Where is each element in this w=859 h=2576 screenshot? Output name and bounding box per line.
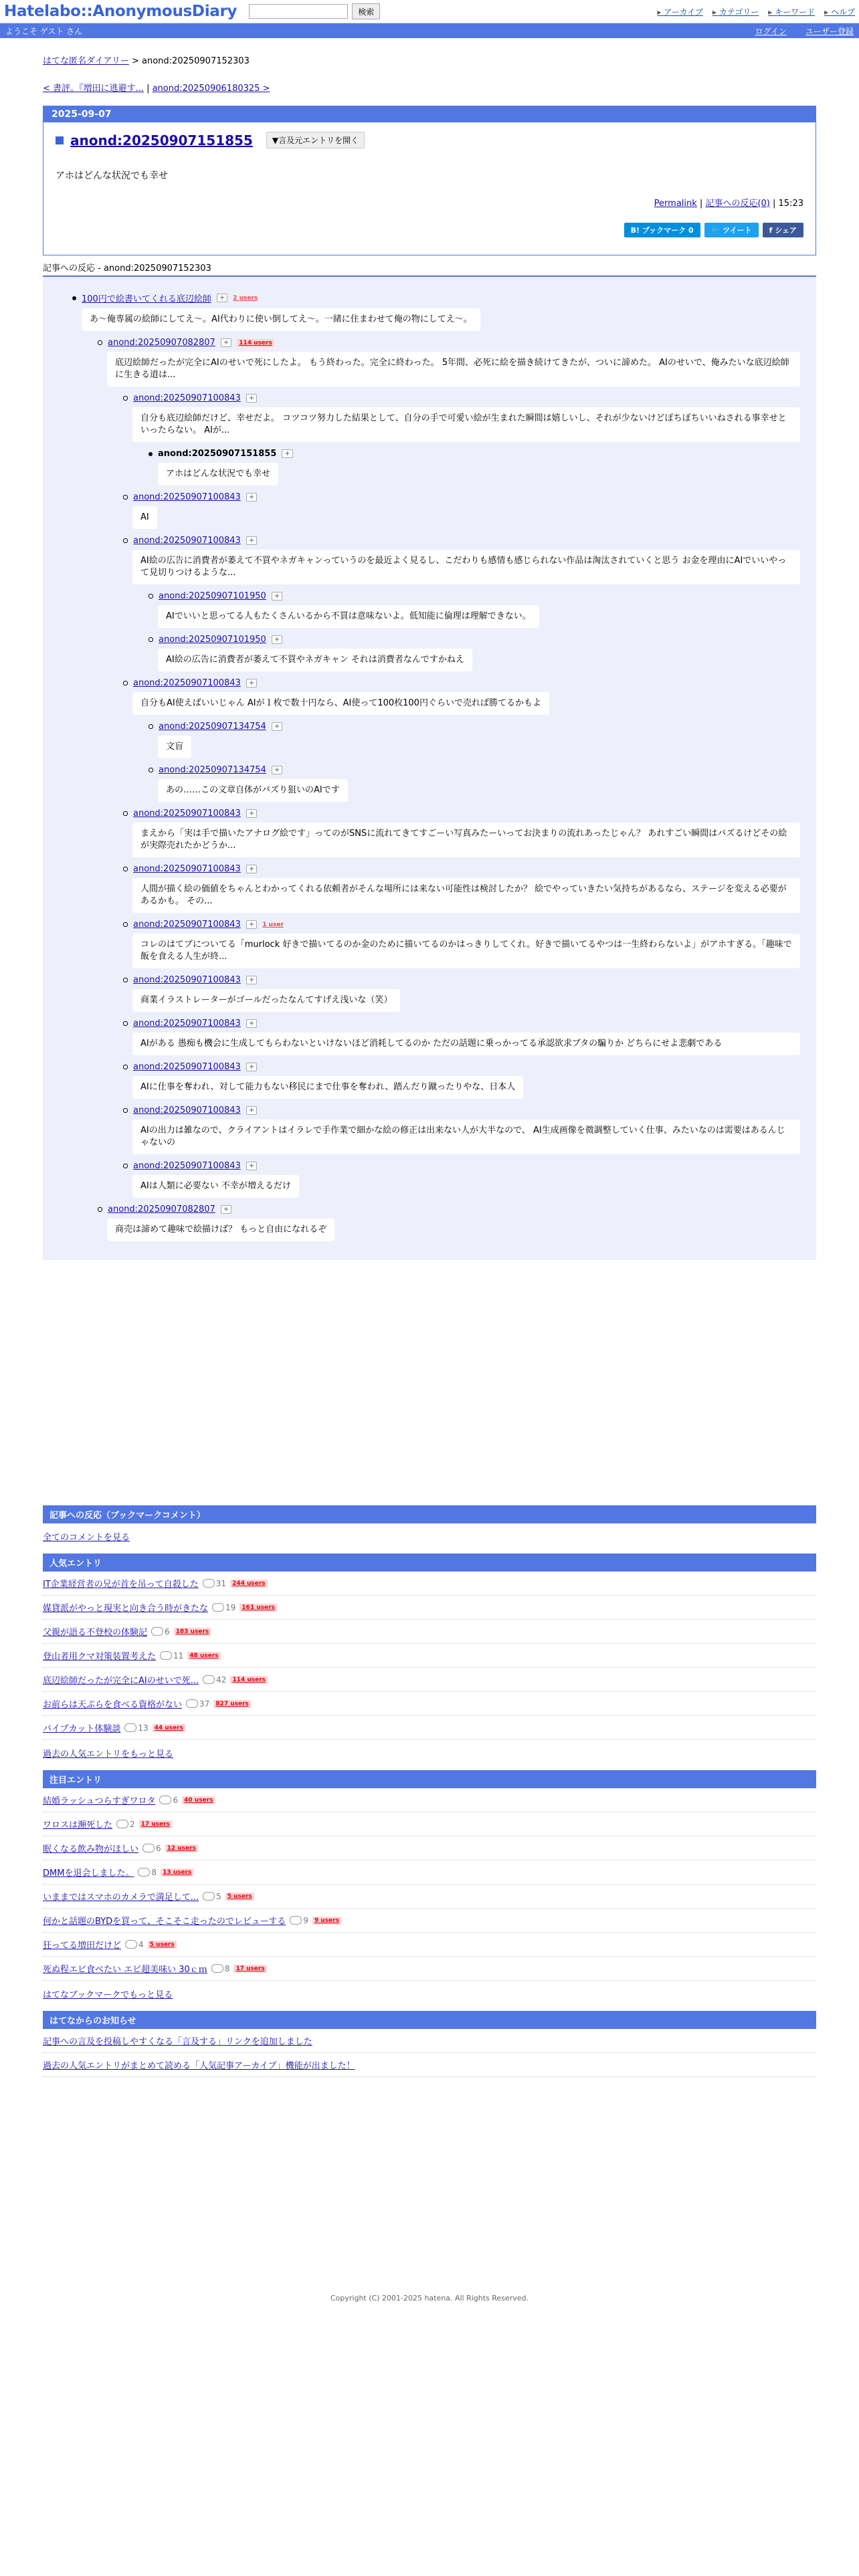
list-item	[43, 1933, 816, 1957]
comment-bubble-icon	[116, 1820, 128, 1828]
toggle-button[interactable]: +	[217, 294, 227, 302]
keyword-link[interactable]: ▸ キーワード	[768, 6, 815, 17]
list-item	[43, 1812, 816, 1836]
comment-count[interactable]	[142, 1844, 161, 1853]
reply-title[interactable]: anond:20250907100843	[133, 393, 241, 403]
comment-text: 文盲	[158, 736, 191, 758]
comment-count[interactable]	[159, 1796, 178, 1805]
comment-text: AI絵の広告に消費者が萎えて不買やネガキャン それは消費者なんですかねえ	[158, 649, 472, 671]
users-badge[interactable]: 827 users	[213, 1700, 251, 1708]
reply-title[interactable]: anond:20250907100843	[133, 864, 241, 874]
reply-item	[149, 591, 800, 628]
comment-text: あ〜俺専属の絵師にしてえ〜。AI代わりに使い倒してえ〜。一緒に住まわせて俺の物にしてえ〜。	[82, 308, 480, 331]
comment-count[interactable]	[290, 1916, 308, 1925]
footer: Copyright (C) 2001-2025 hatena. All Rights Reserved.	[330, 2294, 529, 2302]
comment-bubble-icon	[212, 1603, 224, 1612]
entry-link[interactable]: 狂ってる増田だけど	[43, 1941, 122, 1951]
breadcrumb-current: anond:20250907152303	[142, 56, 250, 66]
comment-count-value: 42	[216, 1675, 227, 1685]
comment-count[interactable]	[125, 1940, 144, 1949]
reply-title[interactable]: anond:20250907100843	[133, 975, 241, 985]
welcome-text: ようこそ ゲスト さん	[5, 26, 83, 36]
list-item	[43, 1885, 816, 1909]
users-badge[interactable]: 114 users	[237, 339, 274, 347]
comment-count-value: 6	[156, 1843, 161, 1853]
top-links	[657, 6, 855, 17]
popular-head: 人気エントリ	[43, 1553, 816, 1572]
comment-bubble-icon	[290, 1916, 302, 1925]
comment-text: あの……この文章自体がバズり狙いのAIです	[158, 779, 348, 802]
entry-link[interactable]: IT企業経営者の兄が首を吊って自殺した	[43, 1580, 199, 1590]
comment-count-value: 8	[224, 1963, 230, 1973]
comment-count[interactable]	[116, 1820, 135, 1829]
comment-text: AIの出力は雑なので、クライアントはイラレで手作業で細かな絵の修正は出来ない人が大半なので、 AI生成画像を微調整していく仕事、みたいなのは需要はあるんじゃないの	[132, 1119, 800, 1154]
reply-title[interactable]: anond:20250907101950	[159, 591, 266, 601]
toggle-button[interactable]: +	[246, 976, 257, 984]
toggle-button[interactable]: +	[272, 766, 282, 774]
sidebar-sections	[43, 1501, 816, 2077]
reply-title[interactable]: anond:20250907134754	[159, 722, 266, 732]
comment-text: 底辺絵師だったが完全にAIのせいで死にしたよ。 もう終わった。完全に終わった。 5年間、必死に絵を描き続けてきたが、ついに諦めた。 AIのせいで、俺みたいな底辺絵師に生きる道は...	[107, 352, 800, 387]
comment-text: 自分もAI使えばいいじゃん AIが１枚で数十円なら、AI使って100枚100円ぐらいで売れば勝てるかもよ	[132, 692, 549, 715]
bookmark-comments-head: 記事への反応（ブックマークコメント）	[43, 1505, 816, 1523]
comment-count-value: 9	[303, 1915, 308, 1925]
toggle-button[interactable]: +	[246, 536, 257, 545]
reply-list	[123, 393, 800, 1198]
users-badge[interactable]: 13 users	[161, 1868, 193, 1876]
news-item	[43, 2029, 816, 2053]
breadcrumb-root[interactable]: はてな匿名ダイアリー	[43, 56, 129, 66]
comment-bubble-icon	[203, 1579, 215, 1588]
search-button[interactable]: 検索	[352, 3, 380, 19]
toggle-button[interactable]: +	[246, 809, 257, 818]
reply-title[interactable]: anond:20250907100843	[133, 920, 241, 930]
comment-text: AIは人類に必要ない 不幸が増えるだけ	[132, 1175, 299, 1198]
comment-bubble-icon	[186, 1699, 198, 1708]
reply-title[interactable]: anond:20250907100843	[133, 1105, 241, 1115]
toggle-button[interactable]: +	[272, 592, 282, 601]
users-badge[interactable]: 1 user	[262, 921, 284, 928]
list-item	[43, 1836, 816, 1860]
reply-item	[123, 920, 800, 968]
toggle-button[interactable]: +	[246, 493, 257, 502]
news-link[interactable]: 過去の人気エントリがまとめて読める「人気記事アーカイブ」機能が出ました！	[43, 2061, 355, 2071]
open-mention-toggle[interactable]: ▼言及元エントリを開く	[266, 132, 365, 148]
list-item	[43, 1692, 816, 1716]
news-item	[43, 2053, 816, 2077]
comment-count-value: 8	[151, 1867, 157, 1877]
toggle-button[interactable]: +	[246, 1106, 257, 1115]
reply-item	[123, 1161, 800, 1198]
comment-count-value: 2	[130, 1819, 135, 1829]
bird-icon: 🐦	[710, 226, 723, 235]
toggle-button[interactable]: +	[282, 449, 292, 458]
popular-more-link[interactable]: 過去の人気エントリをもっと見る	[43, 1749, 174, 1759]
help-link[interactable]: ▸ ヘルプ	[824, 6, 855, 17]
entry-link[interactable]: 底辺絵師だったが完全にAIのせいで死...	[43, 1676, 199, 1686]
comment-count-value: 4	[138, 1939, 144, 1949]
toggle-button[interactable]: +	[272, 722, 282, 731]
comment-text: AIでいいと思ってる人もたくさんいるから不買は意味ないよ。低知能に倫理は理解できない。	[158, 605, 539, 628]
comment-bubble-icon	[142, 1844, 155, 1852]
entry-link[interactable]: 父親が語る不登校の体験記	[43, 1628, 148, 1638]
entry-navigation: < 書評。『増田に逃避す... | anond:20250906180325 >	[43, 84, 270, 94]
comment-count[interactable]	[203, 1892, 221, 1901]
entry-title[interactable]: anond:20250907151855	[70, 132, 253, 148]
toggle-button[interactable]: +	[246, 679, 257, 687]
share-buttons	[624, 223, 803, 237]
comment-count-value: 11	[173, 1650, 184, 1660]
list-item	[43, 1596, 816, 1620]
site-logo[interactable]: Hatelabo::AnonymousDiary	[4, 3, 237, 20]
reply-item	[123, 678, 800, 715]
comment-count[interactable]	[211, 1964, 230, 1973]
entry-link[interactable]: 結婚ラッシュつらすぎワロタ	[43, 1796, 156, 1806]
comment-count-value: 6	[173, 1795, 179, 1805]
entry-link[interactable]: 死ぬ程エビ食べたい エビ超美味い 30ｃｍ	[43, 1965, 207, 1975]
hatena-bookmark-button[interactable]: B! ブックマーク 0	[624, 223, 700, 237]
comment-count-value: 6	[165, 1626, 170, 1636]
facebook-share-button[interactable]: f シェア	[763, 223, 803, 237]
entry-link[interactable]: お前らは天ぷらを食べる資格がない	[43, 1700, 183, 1710]
register-link[interactable]: ユーザー登録	[805, 26, 854, 36]
users-badge[interactable]: 17 users	[139, 1820, 172, 1828]
comment-bubble-icon	[125, 1940, 137, 1949]
entry-link[interactable]: パイプカット体験談	[43, 1724, 121, 1734]
comment-text: AIがある 愚痴も機会に生成してもらわないといけないほど消耗してるのか ただの話題に乗っかってる承認欲求ブタの騙りか どちらにせよ悲劇である	[132, 1033, 800, 1055]
comment-bubble-icon	[124, 1723, 136, 1732]
users-badge[interactable]: 2 users	[233, 294, 258, 302]
comment-count[interactable]	[186, 1699, 209, 1709]
toggle-button[interactable]: +	[246, 394, 257, 403]
next-entry-link[interactable]: anond:20250906180325 >	[152, 84, 270, 94]
comment-text: AI	[132, 506, 157, 529]
comment-count-value: 13	[138, 1723, 149, 1733]
archive-link[interactable]: ▸ アーカイブ	[657, 6, 703, 17]
entry-links: Permalink | 記事への反応(0) | 15:23	[654, 199, 803, 209]
list-item	[43, 1716, 816, 1740]
comment-bubble-icon	[160, 1651, 172, 1660]
comment-bubble-icon	[138, 1868, 150, 1876]
top-bar	[0, 0, 859, 23]
reply-title[interactable]: anond:20250907100843	[133, 809, 241, 819]
entry-link[interactable]: 媒貸派がやっと現実と向き合う時がきたな	[43, 1604, 209, 1614]
entry-link[interactable]: いままではスマホのカメラで満足して...	[43, 1893, 199, 1903]
reply-item	[123, 492, 800, 529]
reply-item	[149, 765, 800, 802]
users-badge[interactable]: 183 users	[174, 1628, 211, 1636]
entry-link[interactable]: 何かと話題のBYDを買って、そこそこ走ったのでレビューする	[43, 1917, 286, 1927]
toggle-button[interactable]: +	[246, 920, 257, 929]
permalink[interactable]: Permalink	[654, 199, 697, 209]
comment-bubble-icon	[203, 1675, 215, 1684]
category-link[interactable]: ▸ カテゴリー	[712, 6, 759, 17]
popular-list	[43, 1572, 816, 1740]
square-icon	[56, 136, 64, 144]
comment-count[interactable]	[138, 1868, 157, 1877]
users-badge[interactable]: 17 users	[233, 1965, 266, 1973]
comment-text: まえから「実は手で描いたアナログ絵です」ってのがSNSに流れてきてすごーい写真みたーいってお決まりの流れあったじゃん？ あれすごい瞬間はバズるけどその絵が実際売れたかどうか...	[132, 823, 800, 857]
entry-time: 15:23	[778, 199, 803, 209]
entry-link[interactable]: DMMを退会しました。	[43, 1868, 134, 1879]
login-link[interactable]: ログイン	[755, 26, 787, 36]
comment-text: 商売は諦めて趣味で絵描けば？ もっと自由になれるぞ	[107, 1218, 335, 1241]
reply-title[interactable]: anond:20250907134754	[159, 765, 266, 775]
prev-entry-link[interactable]: < 書評。『増田に逃避す...	[43, 84, 144, 94]
users-badge[interactable]: 12 users	[165, 1844, 198, 1852]
reply-item	[149, 635, 800, 671]
comment-count-value: 5	[216, 1891, 221, 1901]
breadcrumb: はてな匿名ダイアリー > anond:20250907152303	[43, 56, 250, 66]
reply-title[interactable]: anond:20250907100843	[133, 678, 241, 688]
list-item	[43, 1957, 816, 1981]
users-badge[interactable]: 161 users	[240, 1604, 277, 1612]
users-badge[interactable]: 114 users	[230, 1676, 268, 1684]
comment-count[interactable]	[212, 1603, 235, 1612]
toggle-button[interactable]: +	[221, 1205, 231, 1214]
reply-title[interactable]: anond:20250907100843	[133, 1062, 241, 1072]
reply-title[interactable]: anond:20250907100843	[133, 492, 241, 502]
notable-head: 注目エントリ	[43, 1770, 816, 1788]
entry-link[interactable]: 眠くなる飲み物がほしい	[43, 1844, 139, 1854]
reply-title: anond:20250907151855	[158, 449, 277, 459]
comment-text: コレのはてブについてる「murlock 好きで描いてるのか金のために描いてるのかはっきりしてくれ。好きで描いてるやつは一生終わらないよ」がアホすぎる。「趣味で飯を食える人生が終...	[132, 934, 800, 968]
users-badge[interactable]: 40 users	[182, 1796, 215, 1804]
toggle-button[interactable]: +	[272, 635, 282, 644]
entry-link[interactable]: ワロスは瀕死した	[43, 1820, 113, 1830]
reply-item	[123, 1018, 800, 1055]
reply-title[interactable]: anond:20250907082807	[108, 338, 215, 348]
reply-item	[149, 722, 800, 758]
reply-item	[123, 864, 800, 913]
comment-count-value: 37	[199, 1699, 210, 1709]
users-badge[interactable]: 5 users	[225, 1893, 254, 1901]
reactions-title: 記事への反応 - anond:20250907152303	[43, 261, 816, 277]
users-badge[interactable]: 44 users	[153, 1724, 185, 1732]
entry-link[interactable]: 登山者用クマ対策装置考えた	[43, 1652, 157, 1662]
comment-count[interactable]	[203, 1579, 226, 1588]
reply-title[interactable]: anond:20250907100843	[133, 536, 241, 546]
comment-count[interactable]	[203, 1675, 226, 1685]
list-item	[43, 1620, 816, 1644]
comment-count-value: 19	[225, 1602, 236, 1612]
comment-count[interactable]	[151, 1627, 170, 1636]
comment-text: 商業イラストレーターがゴールだったなんてすげえ浅いな（笑）	[132, 989, 400, 1012]
reply-item	[123, 809, 800, 857]
thread-root-title[interactable]: 100円で絵書いてくれる底辺絵師	[82, 294, 211, 304]
entry-date: 2025-09-07	[43, 106, 816, 122]
comment-text: 人間が描く絵の価値をちゃんとわかってくれる依頼者がそんな場所には来ない可能性は検討したか？ 絵でやっていきたい気持ちがあるなら、ステージを変える必要があるかも。 その...	[132, 878, 800, 913]
toggle-button[interactable]: +	[246, 1063, 257, 1071]
all-comments-link[interactable]: 全てのコメントを見る	[43, 1533, 130, 1543]
comment-bubble-icon	[203, 1892, 215, 1901]
reaction-thread	[43, 277, 816, 1260]
toggle-button[interactable]: +	[246, 1019, 257, 1028]
users-badge[interactable]: 48 users	[187, 1652, 220, 1660]
comment-bubble-icon	[159, 1796, 171, 1804]
comment-bubble-icon	[211, 1964, 223, 1973]
comment-text: 自分も底辺絵師だけど、幸せだよ。 コツコツ努力した結果として、自分の手で可愛い絵が生まれた瞬間は嬉しいし、それが少ないけどぽちぽちいいねされる事幸せといったらない。 AIが...	[132, 407, 800, 442]
reply-title[interactable]: anond:20250907100843	[133, 1018, 241, 1029]
list-item	[43, 1788, 816, 1812]
reply-item	[123, 1062, 800, 1099]
reply-item	[123, 975, 800, 1012]
users-badge[interactable]: 9 users	[312, 1917, 341, 1925]
news-head: はてなからのお知らせ	[43, 2011, 816, 2029]
reply-title[interactable]: anond:20250907082807	[108, 1204, 215, 1214]
news-link[interactable]: 記事への言及を投稿しやすくなる「言及する」リンクを追加しました	[43, 2037, 312, 2047]
list-item	[43, 1909, 816, 1933]
comment-text: アホはどんな状況でも幸せ	[158, 463, 278, 486]
reply-title[interactable]: anond:20250907100843	[133, 1161, 241, 1171]
comment-bubble-icon	[151, 1627, 163, 1636]
news-list	[43, 2029, 816, 2077]
entry-text: アホはどんな状況でも幸せ	[56, 171, 168, 181]
main-content	[43, 53, 816, 2071]
notable-list	[43, 1788, 816, 1981]
list-item	[43, 1668, 816, 1692]
toggle-button[interactable]: +	[246, 865, 257, 873]
comment-count[interactable]	[160, 1651, 183, 1660]
users-badge[interactable]: 5 users	[148, 1941, 177, 1949]
reply-title[interactable]: anond:20250907101950	[159, 635, 266, 645]
reactions-link[interactable]: 記事への反応(0)	[705, 199, 770, 209]
users-badge[interactable]: 244 users	[230, 1580, 268, 1588]
toggle-button[interactable]: +	[246, 1162, 257, 1170]
welcome-bar	[0, 23, 859, 38]
list-item	[43, 1644, 816, 1668]
search-input[interactable]	[249, 4, 348, 19]
notable-more-link[interactable]: はてなブックマークでもっと見る	[43, 1990, 173, 2000]
entry-box	[43, 106, 816, 255]
tweet-button[interactable]: 🐦 ツイート	[704, 223, 759, 237]
comment-text: AI絵の広告に消費者が萎えて不買やネガキャンっていうのを最近よく見るし、こだわりも感情も感じられない作品は淘汰されていくと思う お金を理由にAIでいいやって見切りつけるような...	[132, 550, 800, 584]
reply-item	[123, 536, 800, 584]
comment-text: AIに仕事を奪われ、対して能力もない移民にまで仕事を奪われ、踏んだり蹴ったりやな、日本人	[132, 1076, 523, 1099]
reply-item	[123, 393, 800, 442]
list-item	[43, 1572, 816, 1596]
list-item	[43, 1860, 816, 1885]
facebook-icon: f	[769, 226, 775, 235]
reply-item	[149, 449, 800, 486]
comment-count[interactable]	[124, 1723, 148, 1733]
reply-item	[123, 1105, 800, 1154]
toggle-button[interactable]: +	[221, 338, 231, 347]
comment-count-value: 31	[215, 1578, 227, 1588]
